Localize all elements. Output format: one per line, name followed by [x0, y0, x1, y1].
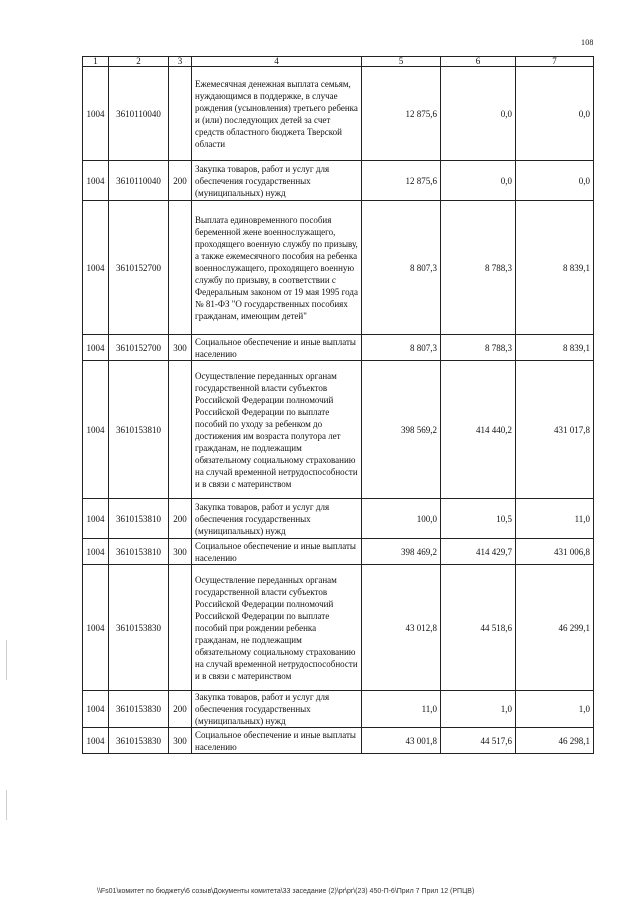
table-row	[83, 201, 594, 335]
amount-year-3: 1,0	[516, 691, 594, 728]
target-code: 3610153830	[109, 728, 169, 754]
amount-year-1: 8 807,3	[362, 335, 441, 361]
amount-year-1: 12 875,6	[362, 67, 441, 161]
expense-type-code	[169, 361, 192, 499]
column-header: 2	[109, 57, 169, 67]
amount-year-3: 431 006,8	[516, 539, 594, 565]
amount-year-1: 11,0	[362, 691, 441, 728]
expense-type-code: 200	[169, 691, 192, 728]
column-header: 7	[516, 57, 594, 67]
target-code: 3610153810	[109, 361, 169, 499]
target-code: 3610110040	[109, 161, 169, 201]
document-file-path: \\Fs01\комитет по бюджету\6 созыв\Документы комитета\33 заседание (2)\pr\pr\(23) 450-П-6\Прил 7 Прил 12 (РПЦВ)	[97, 888, 475, 895]
budget-table	[82, 56, 594, 754]
item-name: Закупка товаров, работ и услуг для обеспечения государственных (муниципальных) нужд	[192, 499, 362, 539]
amount-year-3: 46 298,1	[516, 728, 594, 754]
section-code: 1004	[83, 565, 109, 691]
amount-year-1: 398 569,2	[362, 361, 441, 499]
amount-year-2: 414 429,7	[441, 539, 516, 565]
amount-year-2: 0,0	[441, 161, 516, 201]
section-code: 1004	[83, 539, 109, 565]
amount-year-2: 10,5	[441, 499, 516, 539]
item-name: Осуществление переданных органам государственной власти субъектов Российской Федерации полномочий Российской Федерации по выплате пособий по уходу за ребенком до достижения им возраста полутора лет гражданам, не подлежащим обязательному социальному страхованию на случай временной нетрудоспособности и в связи с материнством	[192, 361, 362, 499]
column-header: 3	[169, 57, 192, 67]
amount-year-3: 0,0	[516, 161, 594, 201]
section-code: 1004	[83, 201, 109, 335]
item-name: Закупка товаров, работ и услуг для обеспечения государственных (муниципальных) нужд	[192, 691, 362, 728]
target-code: 3610153830	[109, 691, 169, 728]
table-row	[83, 728, 594, 754]
target-code: 3610153810	[109, 499, 169, 539]
column-header: 1	[83, 57, 109, 67]
target-code: 3610153810	[109, 539, 169, 565]
amount-year-3: 11,0	[516, 499, 594, 539]
amount-year-1: 43 012,8	[362, 565, 441, 691]
item-name: Социальное обеспечение и иные выплаты населению	[192, 335, 362, 361]
section-code: 1004	[83, 161, 109, 201]
table-row	[83, 161, 594, 201]
section-code: 1004	[83, 728, 109, 754]
expense-type-code: 200	[169, 499, 192, 539]
amount-year-1: 398 469,2	[362, 539, 441, 565]
table-row	[83, 539, 594, 565]
expense-type-code: 300	[169, 539, 192, 565]
expense-type-code	[169, 67, 192, 161]
amount-year-3: 8 839,1	[516, 201, 594, 335]
section-code: 1004	[83, 499, 109, 539]
amount-year-3: 46 299,1	[516, 565, 594, 691]
column-header: 5	[362, 57, 441, 67]
amount-year-3: 0,0	[516, 67, 594, 161]
table-row	[83, 691, 594, 728]
target-code: 3610153830	[109, 565, 169, 691]
item-name: Социальное обеспечение и иные выплаты населению	[192, 728, 362, 754]
item-name: Закупка товаров, работ и услуг для обеспечения государственных (муниципальных) нужд	[192, 161, 362, 201]
table-row	[83, 361, 594, 499]
section-code: 1004	[83, 361, 109, 499]
table-row	[83, 335, 594, 361]
amount-year-2: 44 517,6	[441, 728, 516, 754]
page-number: 108	[581, 38, 594, 47]
expense-type-code: 200	[169, 161, 192, 201]
section-code: 1004	[83, 691, 109, 728]
section-code: 1004	[83, 67, 109, 161]
amount-year-2: 8 788,3	[441, 201, 516, 335]
amount-year-1: 100,0	[362, 499, 441, 539]
expense-type-code: 300	[169, 728, 192, 754]
item-name: Ежемесячная денежная выплата семьям, нуждающимся в поддержке, в случае рождения (усыновления) третьего ребенка и (или) последующих детей за счет средств областного бюджета Тверской области	[192, 67, 362, 161]
amount-year-2: 0,0	[441, 67, 516, 161]
expense-type-code	[169, 201, 192, 335]
amount-year-1: 8 807,3	[362, 201, 441, 335]
column-header: 6	[441, 57, 516, 67]
column-header: 4	[192, 57, 362, 67]
table-header-row	[83, 57, 594, 67]
item-name: Осуществление переданных органам государственной власти субъектов Российской Федерации полномочий Российской Федерации по выплате пособий при рождении ребенка гражданам, не подлежащим обязательному социальному страхованию на случай временной нетрудоспособности и в связи с материнством	[192, 565, 362, 691]
item-name: Социальное обеспечение и иные выплаты населению	[192, 539, 362, 565]
target-code: 3610152700	[109, 201, 169, 335]
target-code: 3610110040	[109, 67, 169, 161]
amount-year-1: 43 001,8	[362, 728, 441, 754]
amount-year-2: 1,0	[441, 691, 516, 728]
item-name: Выплата единовременного пособия беременной жене военнослужащего, проходящего военную службу по призыву, а также ежемесячного пособия на ребенка военнослужащего, проходящего военную службу по призыву, в соответствии с Федеральным законом от 19 мая 1995 года № 81-ФЗ "О государственных пособиях гражданам, имеющим детей"	[192, 201, 362, 335]
table-row	[83, 499, 594, 539]
table-row	[83, 565, 594, 691]
target-code: 3610152700	[109, 335, 169, 361]
scan-edge-mark	[6, 640, 7, 680]
expense-type-code	[169, 565, 192, 691]
amount-year-3: 8 839,1	[516, 335, 594, 361]
amount-year-2: 8 788,3	[441, 335, 516, 361]
amount-year-3: 431 017,8	[516, 361, 594, 499]
scan-edge-mark	[6, 790, 7, 820]
amount-year-1: 12 875,6	[362, 161, 441, 201]
section-code: 1004	[83, 335, 109, 361]
table-row	[83, 67, 594, 161]
expense-type-code: 300	[169, 335, 192, 361]
amount-year-2: 414 440,2	[441, 361, 516, 499]
amount-year-2: 44 518,6	[441, 565, 516, 691]
